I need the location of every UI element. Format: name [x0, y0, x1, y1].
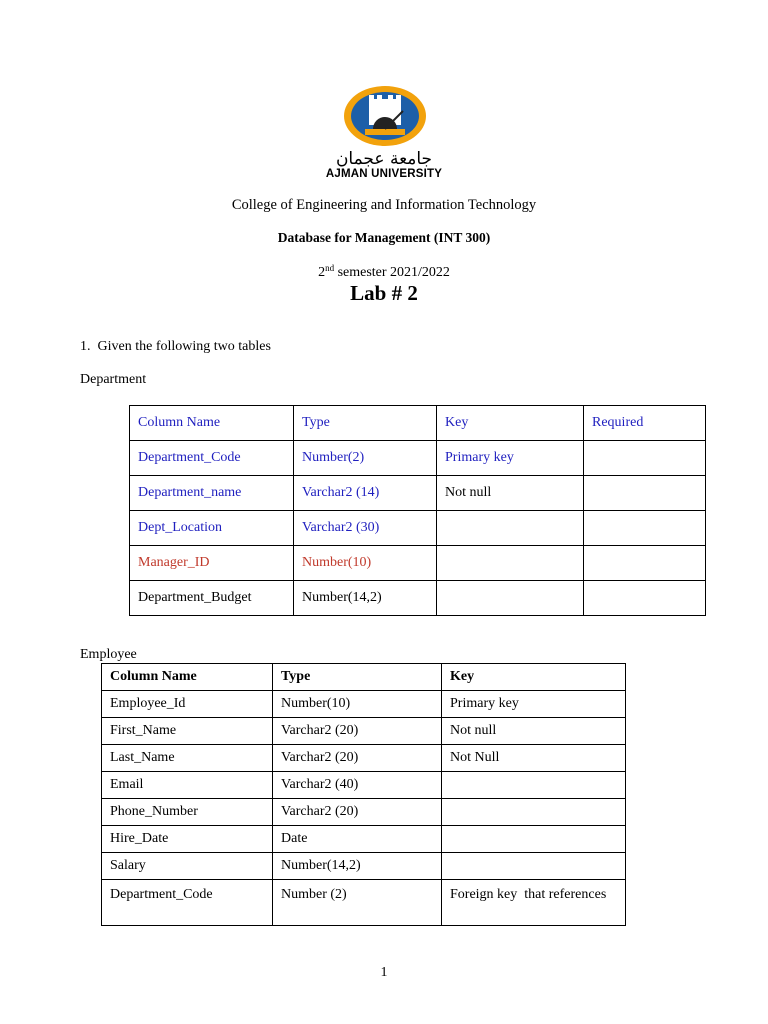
- table-row: [102, 691, 626, 718]
- table-cell: Varchar2 (20): [273, 718, 442, 745]
- table-cell: [442, 799, 626, 826]
- table-cell: Email: [102, 772, 273, 799]
- semester-suffix: nd: [325, 263, 335, 273]
- table-row: [130, 546, 706, 581]
- header-cell: Type: [273, 664, 442, 691]
- table-cell: [584, 581, 706, 616]
- table-cell: Not null: [442, 718, 626, 745]
- table-cell: [584, 441, 706, 476]
- table-cell: [442, 853, 626, 880]
- table-cell: Foreign key that references: [442, 880, 626, 926]
- table-cell: Hire_Date: [102, 826, 273, 853]
- table-row: [102, 799, 626, 826]
- table-cell: Varchar2 (40): [273, 772, 442, 799]
- table-header-row: [130, 406, 706, 441]
- table-row: [102, 745, 626, 772]
- table-cell: Dept_Location: [130, 511, 294, 546]
- university-logo: [343, 85, 427, 147]
- header-cell: Column Name: [102, 664, 273, 691]
- semester-ordinal: 2: [318, 265, 326, 280]
- table-cell: Primary key: [437, 441, 584, 476]
- page-number: 1: [380, 965, 388, 980]
- table-cell: [584, 476, 706, 511]
- employee-table-label: Employee: [80, 647, 137, 662]
- table-cell: Number(10): [294, 546, 437, 581]
- table-cell: Varchar2 (20): [273, 799, 442, 826]
- course-title: Database for Management (INT 300): [277, 230, 491, 245]
- header-cell: Required: [584, 406, 706, 441]
- table-cell: First_Name: [102, 718, 273, 745]
- table-cell: Number(10): [273, 691, 442, 718]
- table-cell: [437, 511, 584, 546]
- header-cell: Key: [437, 406, 584, 441]
- table-row: [102, 826, 626, 853]
- question-text: 1. Given the following two tables: [80, 339, 271, 354]
- table-cell: Number(14,2): [294, 581, 437, 616]
- table-cell: [584, 546, 706, 581]
- department-table-label: Department: [80, 372, 147, 387]
- table-cell: [442, 826, 626, 853]
- table-header-row: [102, 664, 626, 691]
- table-cell: Varchar2 (14): [294, 476, 437, 511]
- header-cell: Key: [442, 664, 626, 691]
- table-cell: Department_name: [130, 476, 294, 511]
- table-row: [130, 581, 706, 616]
- table-cell: Department_Code: [102, 880, 273, 926]
- table-cell: Number(14,2): [273, 853, 442, 880]
- table-cell: [442, 772, 626, 799]
- table-cell: [584, 511, 706, 546]
- table-cell: Employee_Id: [102, 691, 273, 718]
- lab-title: Lab # 2: [350, 281, 418, 305]
- table-cell: Not Null: [442, 745, 626, 772]
- table-cell: Salary: [102, 853, 273, 880]
- table-cell: Primary key: [442, 691, 626, 718]
- table-row: [130, 511, 706, 546]
- table-cell: Not null: [437, 476, 584, 511]
- header-cell: Type: [294, 406, 437, 441]
- table-row: [102, 853, 626, 880]
- table-cell: Varchar2 (30): [294, 511, 437, 546]
- table-row: [130, 476, 706, 511]
- table-row: [102, 880, 626, 926]
- table-cell: Department_Code: [130, 441, 294, 476]
- semester: [0, 263, 768, 281]
- table-row: [102, 772, 626, 799]
- table-cell: Manager_ID: [130, 546, 294, 581]
- table-row: [102, 718, 626, 745]
- table-cell: [437, 546, 584, 581]
- table-cell: Number (2): [273, 880, 442, 926]
- table-cell: Last_Name: [102, 745, 273, 772]
- university-arabic-name: جامعة عجمان: [335, 149, 433, 169]
- table-cell: Number(2): [294, 441, 437, 476]
- college-name: College of Engineering and Information Technology: [231, 197, 537, 213]
- header-cell: Column Name: [130, 406, 294, 441]
- department-table: [129, 405, 706, 616]
- table-cell: Phone_Number: [102, 799, 273, 826]
- table-cell: Date: [273, 826, 442, 853]
- semester-text: semester 2021/2022: [334, 265, 450, 280]
- table-cell: Varchar2 (20): [273, 745, 442, 772]
- university-name: AJMAN UNIVERSITY: [325, 168, 443, 180]
- employee-table: [101, 663, 626, 926]
- table-cell: Department_Budget: [130, 581, 294, 616]
- table-row: [130, 441, 706, 476]
- table-cell: [437, 581, 584, 616]
